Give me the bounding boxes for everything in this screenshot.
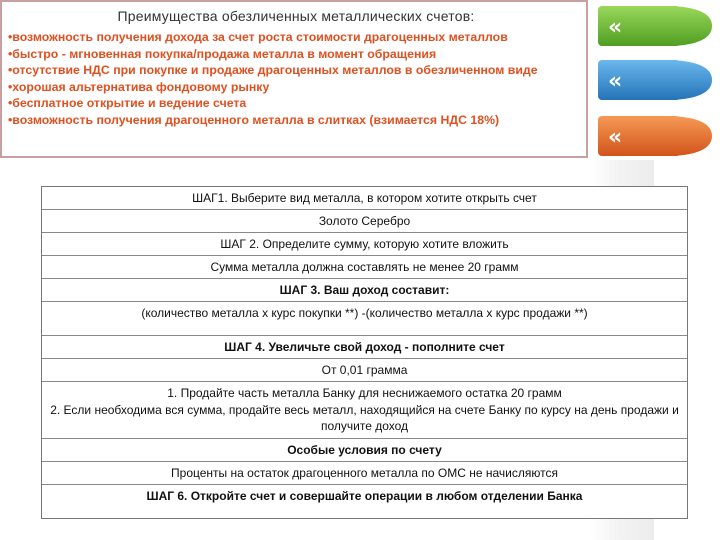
chevron-left-icon: « — [608, 125, 623, 150]
special-text-row: Проценты на остаток драгоценного металла по ОМС не начисляются — [42, 462, 687, 485]
step6-row: ШАГ 6. Откройте счет и совершайте операции в любом отделении Банка — [146, 488, 583, 503]
sell-all-text: 2. Если необходима вся сумма, продайте весь металл, находящийся на счете Банку по курсу на день продажи и получите доход — [50, 402, 679, 433]
formula-row: (количество металла x курс покупки **) -(количество металла x курс продажи **) — [42, 302, 687, 336]
metals-row: Золото Серебро — [42, 210, 687, 233]
green-ribbon — [598, 6, 712, 46]
benefit-item: •быстро - мгновенная покупка/продажа металла в момент обращения — [8, 46, 437, 61]
steps-table — [41, 186, 688, 519]
min-amount-row: Сумма металла должна составлять не менее 20 грамм — [42, 256, 687, 279]
benefits-list — [8, 29, 582, 129]
step4-row: ШАГ 4. Увеличьте свой доход - пополните счет — [42, 336, 687, 359]
orange-ribbon — [598, 116, 712, 156]
benefit-item: •возможность получения дохода за счет роста стоимости драгоценных металлов — [8, 30, 508, 44]
benefits-box — [0, 0, 588, 158]
sell-instructions-row — [42, 382, 687, 439]
step3-row: ШАГ 3. Ваш доход составит: — [42, 279, 687, 302]
ribbon-decoration — [592, 0, 720, 175]
benefit-item: •бесплатное открытие и ведение счета — [8, 96, 247, 111]
benefit-item: •отсутствие НДС при покупке и продаже драгоценных металлов в обезличенном виде — [8, 63, 538, 78]
page-title: Преимущества обезличенных металлических счетов: — [117, 8, 475, 24]
step1-row: ШАГ1. Выберите вид металла, в котором хотите открыть счет — [42, 187, 687, 210]
blue-ribbon — [598, 60, 712, 100]
benefit-item: •хорошая альтернатива фондовому рынку — [8, 79, 270, 94]
benefit-item: •возможность получения драгоценного металла в слитках (взимается НДС 18%) — [8, 112, 500, 127]
top-up-row: От 0,01 грамма — [42, 359, 687, 382]
chevron-left-icon: « — [608, 69, 623, 94]
special-title-row: Особые условия по счету — [42, 439, 687, 462]
sell-part-text: 1. Продайте часть металла Банку для неснижаемого остатка 20 грамм — [167, 386, 562, 400]
step2-row: ШАГ 2. Определите сумму, которую хотите вложить — [42, 233, 687, 256]
chevron-left-icon: « — [608, 15, 623, 40]
